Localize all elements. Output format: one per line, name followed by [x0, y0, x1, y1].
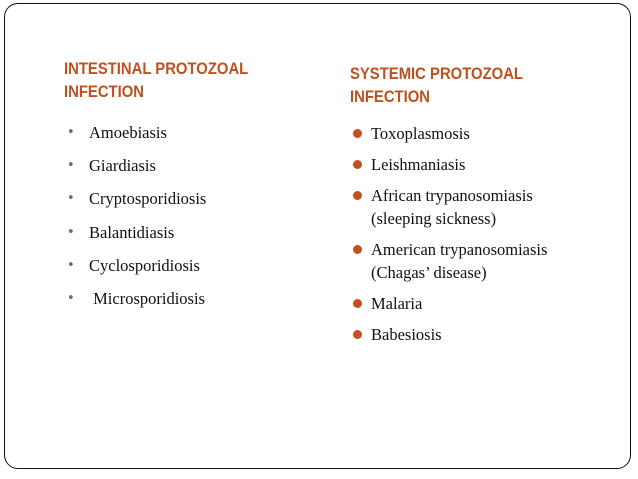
list-item [353, 184, 623, 230]
list-item-label: Microsporidiosis [89, 288, 205, 308]
list-item [67, 155, 317, 188]
bullet-icon: • [67, 191, 75, 207]
intestinal-heading-line2: INFECTION [64, 83, 145, 101]
list-item-label: African trypanosomiasis [371, 186, 533, 205]
list-item-label: Babesiosis [371, 325, 442, 344]
list-item-label: Toxoplasmosis [371, 124, 470, 143]
bullet-icon [353, 330, 362, 339]
list-item [67, 255, 317, 288]
bullet-icon: • [67, 290, 75, 306]
list-item-sublabel: (sleeping sickness) [371, 209, 497, 228]
intestinal-heading-line1: INTESTINAL PROTOZOAL [64, 60, 249, 78]
list-item [67, 188, 317, 221]
systemic-heading [350, 63, 523, 109]
bullet-icon [353, 299, 362, 308]
list-item [67, 288, 317, 321]
list-item-label: Cryptosporidiosis [89, 189, 207, 209]
list-item-label: Malaria [371, 294, 423, 313]
list-item [67, 122, 317, 155]
bullet-icon [353, 160, 362, 169]
list-item-label: Balantidiasis [89, 222, 175, 242]
list-item [67, 222, 317, 255]
intestinal-heading [64, 58, 248, 104]
bullet-icon [353, 245, 362, 254]
list-item [353, 238, 623, 284]
list-item-label: Leishmaniasis [371, 155, 466, 174]
bullet-icon: • [67, 257, 75, 273]
list-item [353, 323, 623, 346]
bullet-icon [353, 129, 362, 138]
systemic-heading-line1: SYSTEMIC PROTOZOAL [350, 65, 523, 83]
list-item-label: Cyclosporidiosis [89, 255, 200, 275]
bullet-icon: • [67, 158, 75, 174]
list-item-sublabel: (Chagas’ disease) [371, 263, 487, 282]
systemic-infection-list [353, 122, 623, 354]
list-item [353, 292, 623, 315]
list-item-label: Amoebiasis [89, 123, 167, 142]
list-item [353, 153, 623, 176]
bullet-icon: • [67, 224, 75, 240]
systemic-heading-line2: INFECTION [350, 88, 431, 106]
list-item-label: Giardiasis [89, 156, 156, 176]
bullet-icon: • [67, 125, 75, 140]
bullet-icon [353, 191, 362, 200]
list-item-label: American trypanosomiasis [371, 240, 548, 259]
list-item [353, 122, 623, 145]
intestinal-infection-list [67, 122, 317, 321]
